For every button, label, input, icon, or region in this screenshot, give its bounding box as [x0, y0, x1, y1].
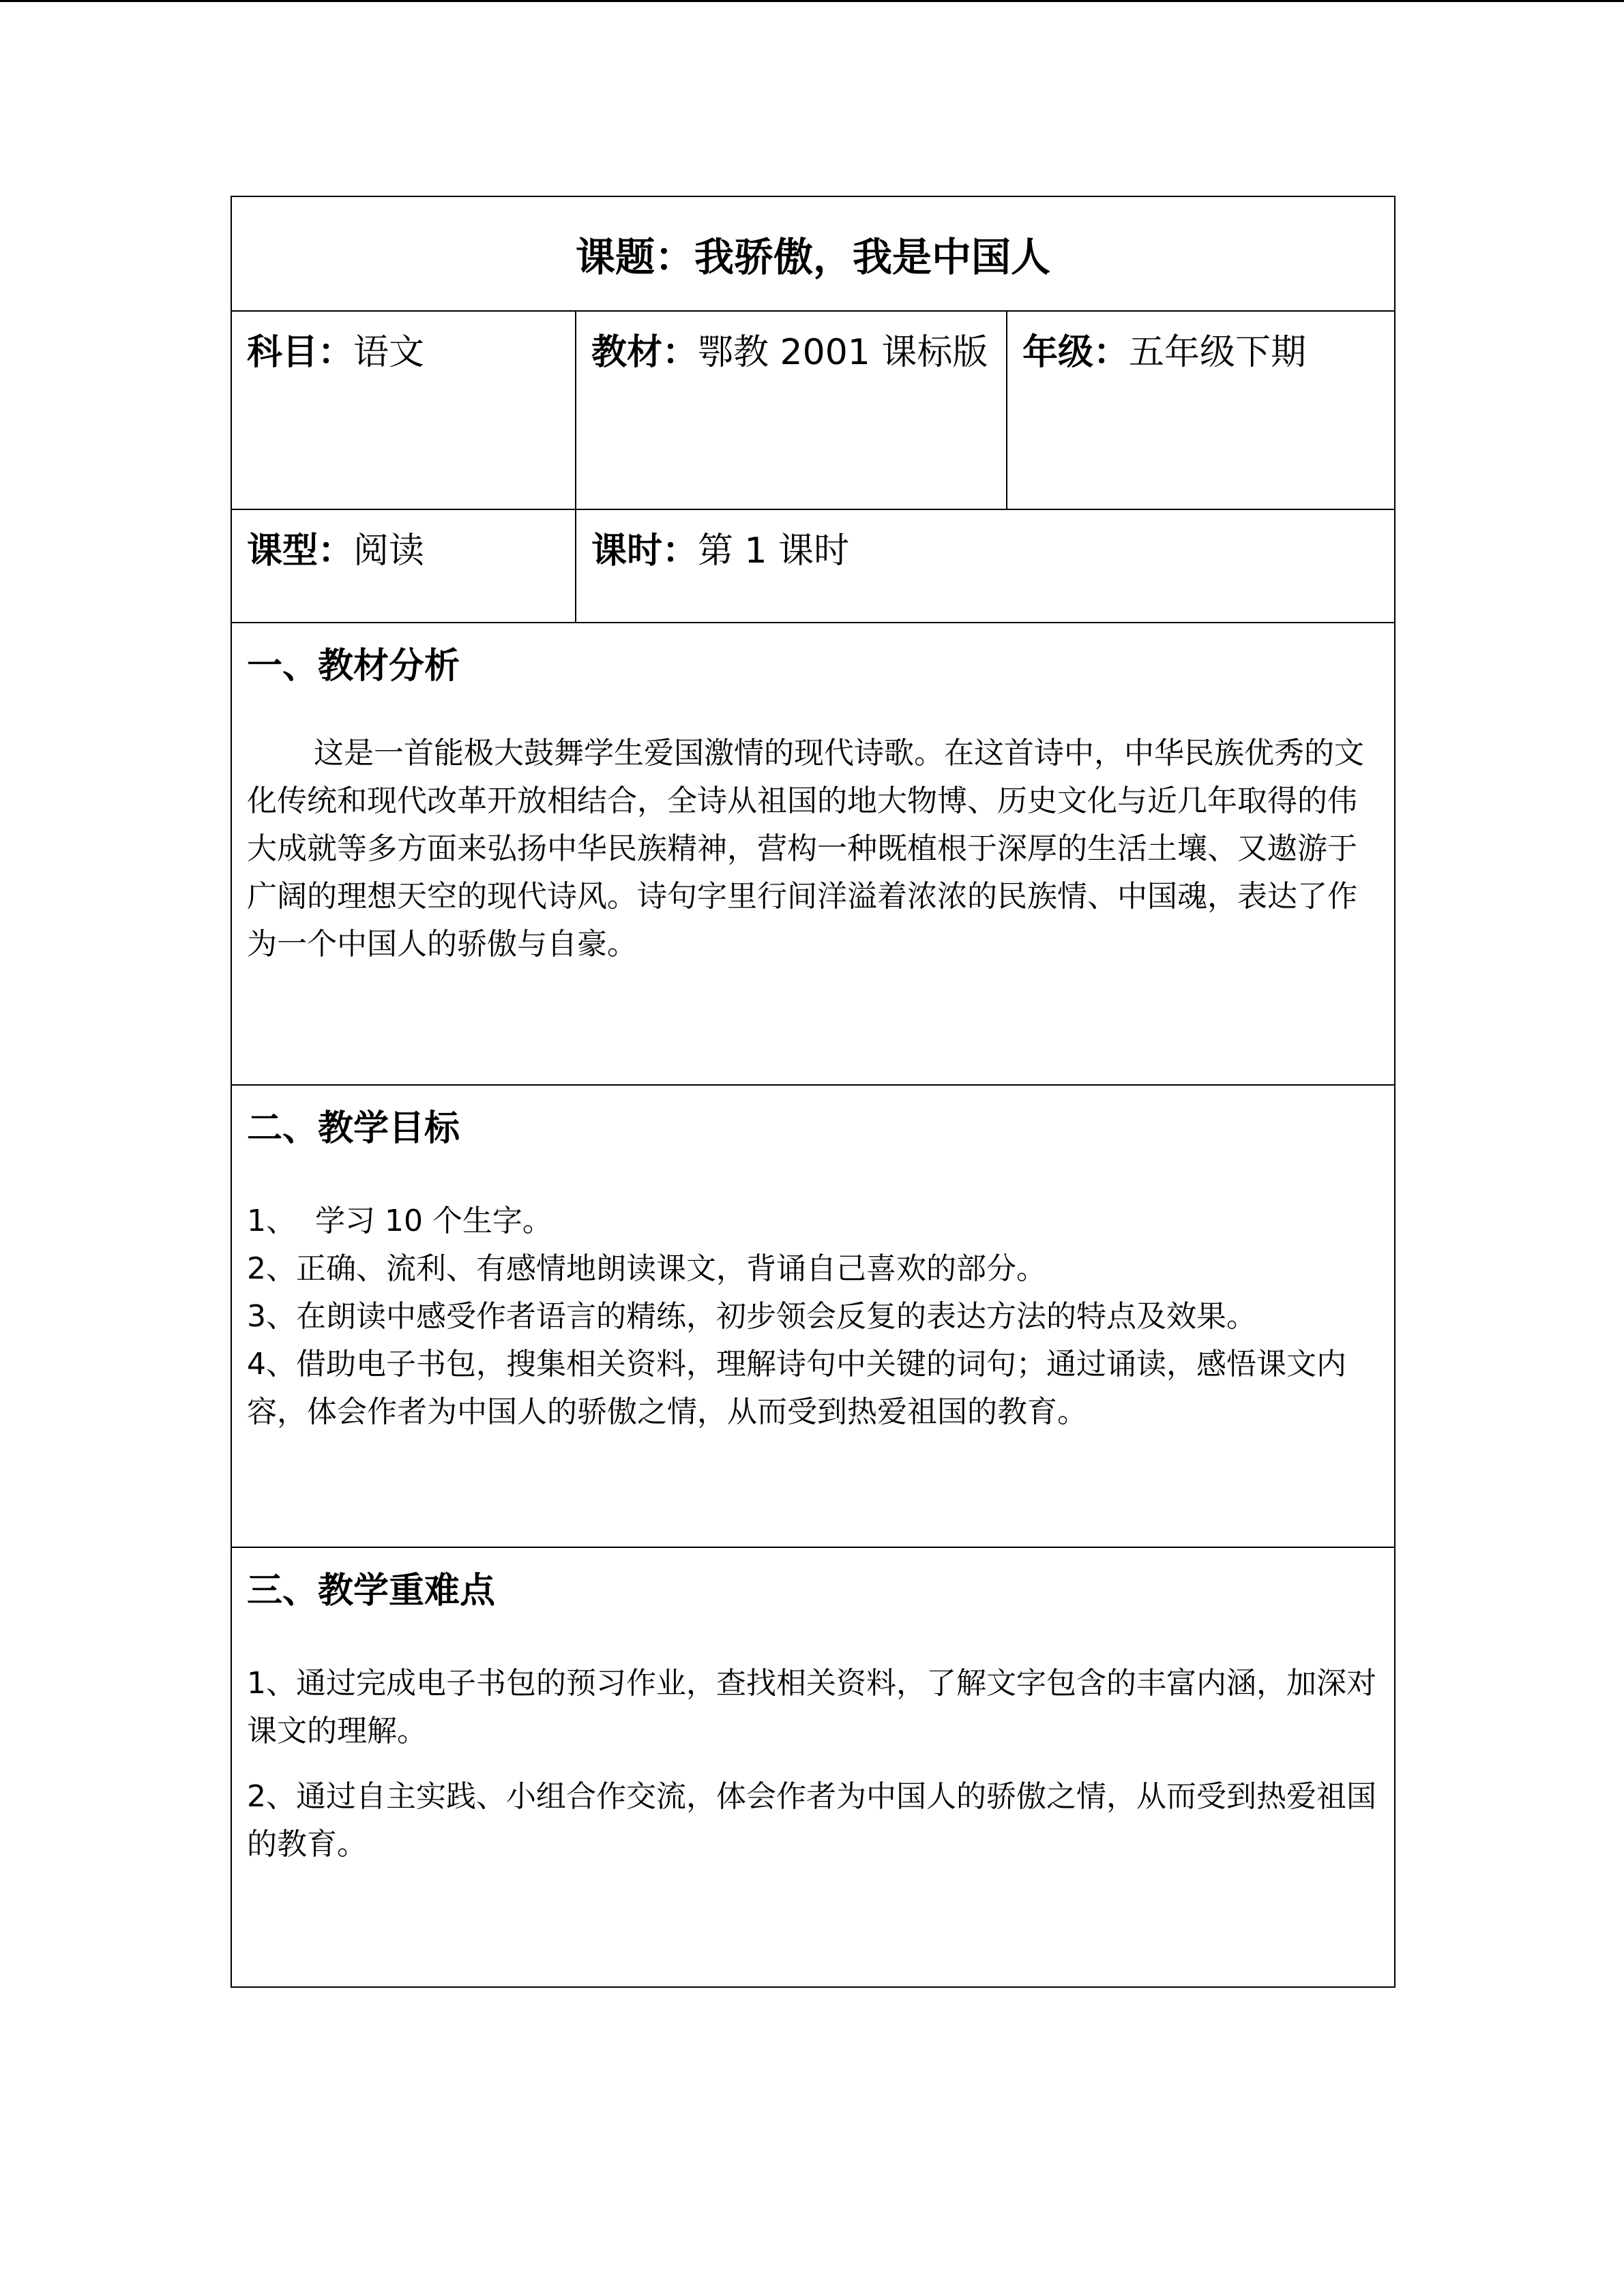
list-item: 1、 学习 10 个生字。: [247, 1204, 552, 1238]
subject-label: 科目：: [247, 332, 354, 373]
period-value: 第 1 课时: [698, 531, 850, 571]
lesson-plan-table: [231, 196, 1396, 1988]
grade-value: 五年级下期: [1129, 332, 1307, 373]
difficulties-list: [247, 1660, 1379, 1868]
goals-list: [247, 1197, 1379, 1436]
list-item: 2、正确、流利、有感情地朗读课文，背诵自己喜欢的部分。: [247, 1251, 1046, 1286]
lesson-title: 课题：我骄傲，我是中国人: [231, 196, 1395, 311]
period-cell: [576, 509, 1395, 623]
lesson-type-cell: [231, 509, 576, 623]
analysis-paragraph: 这是一首能极大鼓舞学生爱国激情的现代诗歌。在这首诗中，中华民族优秀的文化传统和现代改革开放相结合，全诗从祖国的地大物博、历史文化与近几年取得的伟大成就等多方面来弘扬中华民族精神，营构一种既植根于深厚的生活土壤、又遨游于广阔的理想天空的现代诗风。诗句字里行间洋溢着浓浓的民族情、中国魂，表达了作为一个中国人的骄傲与自豪。: [247, 736, 1364, 961]
textbook-value: 鄂教 2001 课标版: [698, 332, 988, 373]
lesson-type-value: 阅读: [353, 531, 425, 571]
section-textbook-analysis: [231, 623, 1395, 1085]
subject-cell: [231, 311, 576, 509]
grade-label: 年级：: [1022, 332, 1130, 373]
list-item: 4、借助电子书包，搜集相关资料，理解诗句中关键的词句；通过诵读，感悟课文内容，体会作者为中国人的骄傲之情，从而受到热爱祖国的教育。: [247, 1347, 1346, 1429]
list-item: 3、在朗读中感受作者语言的精练，初步领会反复的表达方法的特点及效果。: [247, 1299, 1256, 1334]
section-key-difficulties: [231, 1547, 1395, 1987]
list-item: 1、通过完成电子书包的预习作业，查找相关资料，了解文字包含的丰富内涵，加深对课文的理解。: [247, 1666, 1376, 1748]
lesson-type-label: 课型：: [247, 531, 354, 571]
page-top-border: [0, 0, 1624, 2]
textbook-cell: [576, 311, 1007, 509]
textbook-label: 教材：: [591, 332, 698, 373]
period-label: 课时：: [591, 531, 698, 571]
section-teaching-goals: [231, 1085, 1395, 1547]
list-item: 2、通过自主实践、小组合作交流，体会作者为中国人的骄傲之情，从而受到热爱祖国的教育。: [247, 1779, 1376, 1862]
section-heading: 三、教学重难点: [247, 1570, 496, 1611]
section-heading: 一、教材分析: [247, 646, 460, 687]
section-heading: 二、教学目标: [247, 1108, 460, 1149]
subject-value: 语文: [353, 332, 425, 373]
grade-cell: [1007, 311, 1395, 509]
